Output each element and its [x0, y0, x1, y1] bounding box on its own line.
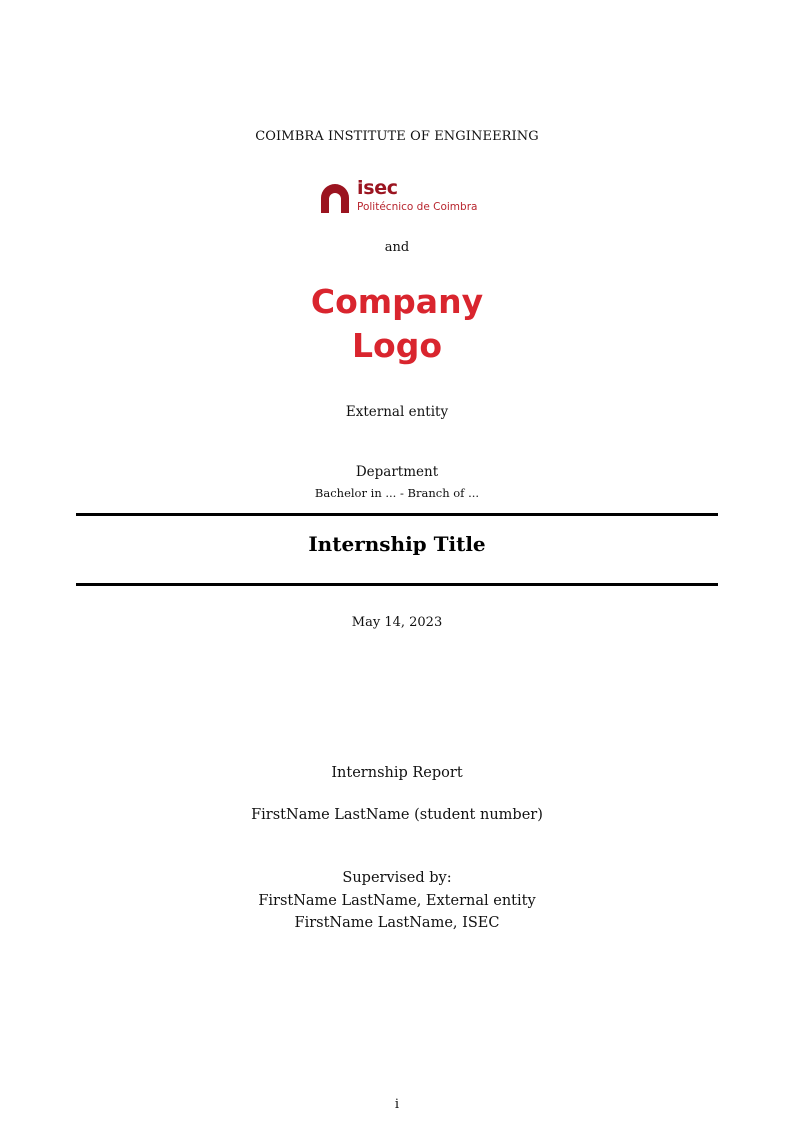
isec-arch-icon	[320, 183, 350, 213]
isec-logo-name: isec	[357, 177, 398, 199]
company-logo-line2: Logo	[352, 326, 442, 365]
isec-logo	[320, 177, 480, 216]
department-name: Department	[355, 464, 439, 480]
supervised-label: Supervised by:	[342, 870, 452, 886]
company-logo-line1: Company	[310, 282, 484, 321]
connector-text: and	[384, 240, 410, 255]
program-name: Bachelor in ... - Branch of ...	[314, 486, 480, 500]
document-title: Internship Title	[308, 532, 486, 556]
report-type: Internship Report	[331, 765, 463, 781]
supervisor-external: FirstName LastName, External entity	[258, 892, 536, 909]
supervision-block	[0, 867, 794, 935]
document-date: May 14, 2023	[351, 615, 443, 630]
author: FirstName LastName (student number)	[251, 807, 543, 823]
supervisor-isec: FirstName LastName, ISEC	[294, 915, 500, 931]
title-rule-bottom	[76, 583, 718, 586]
title-rule-top	[76, 513, 718, 516]
institute-name: COIMBRA INSTITUTE OF ENGINEERING	[255, 129, 539, 144]
isec-logo-subtitle: Politécnico de Coimbra	[357, 201, 478, 213]
external-entity: External entity	[345, 404, 449, 420]
page-number: i	[394, 1097, 400, 1112]
company-logo	[0, 280, 794, 368]
